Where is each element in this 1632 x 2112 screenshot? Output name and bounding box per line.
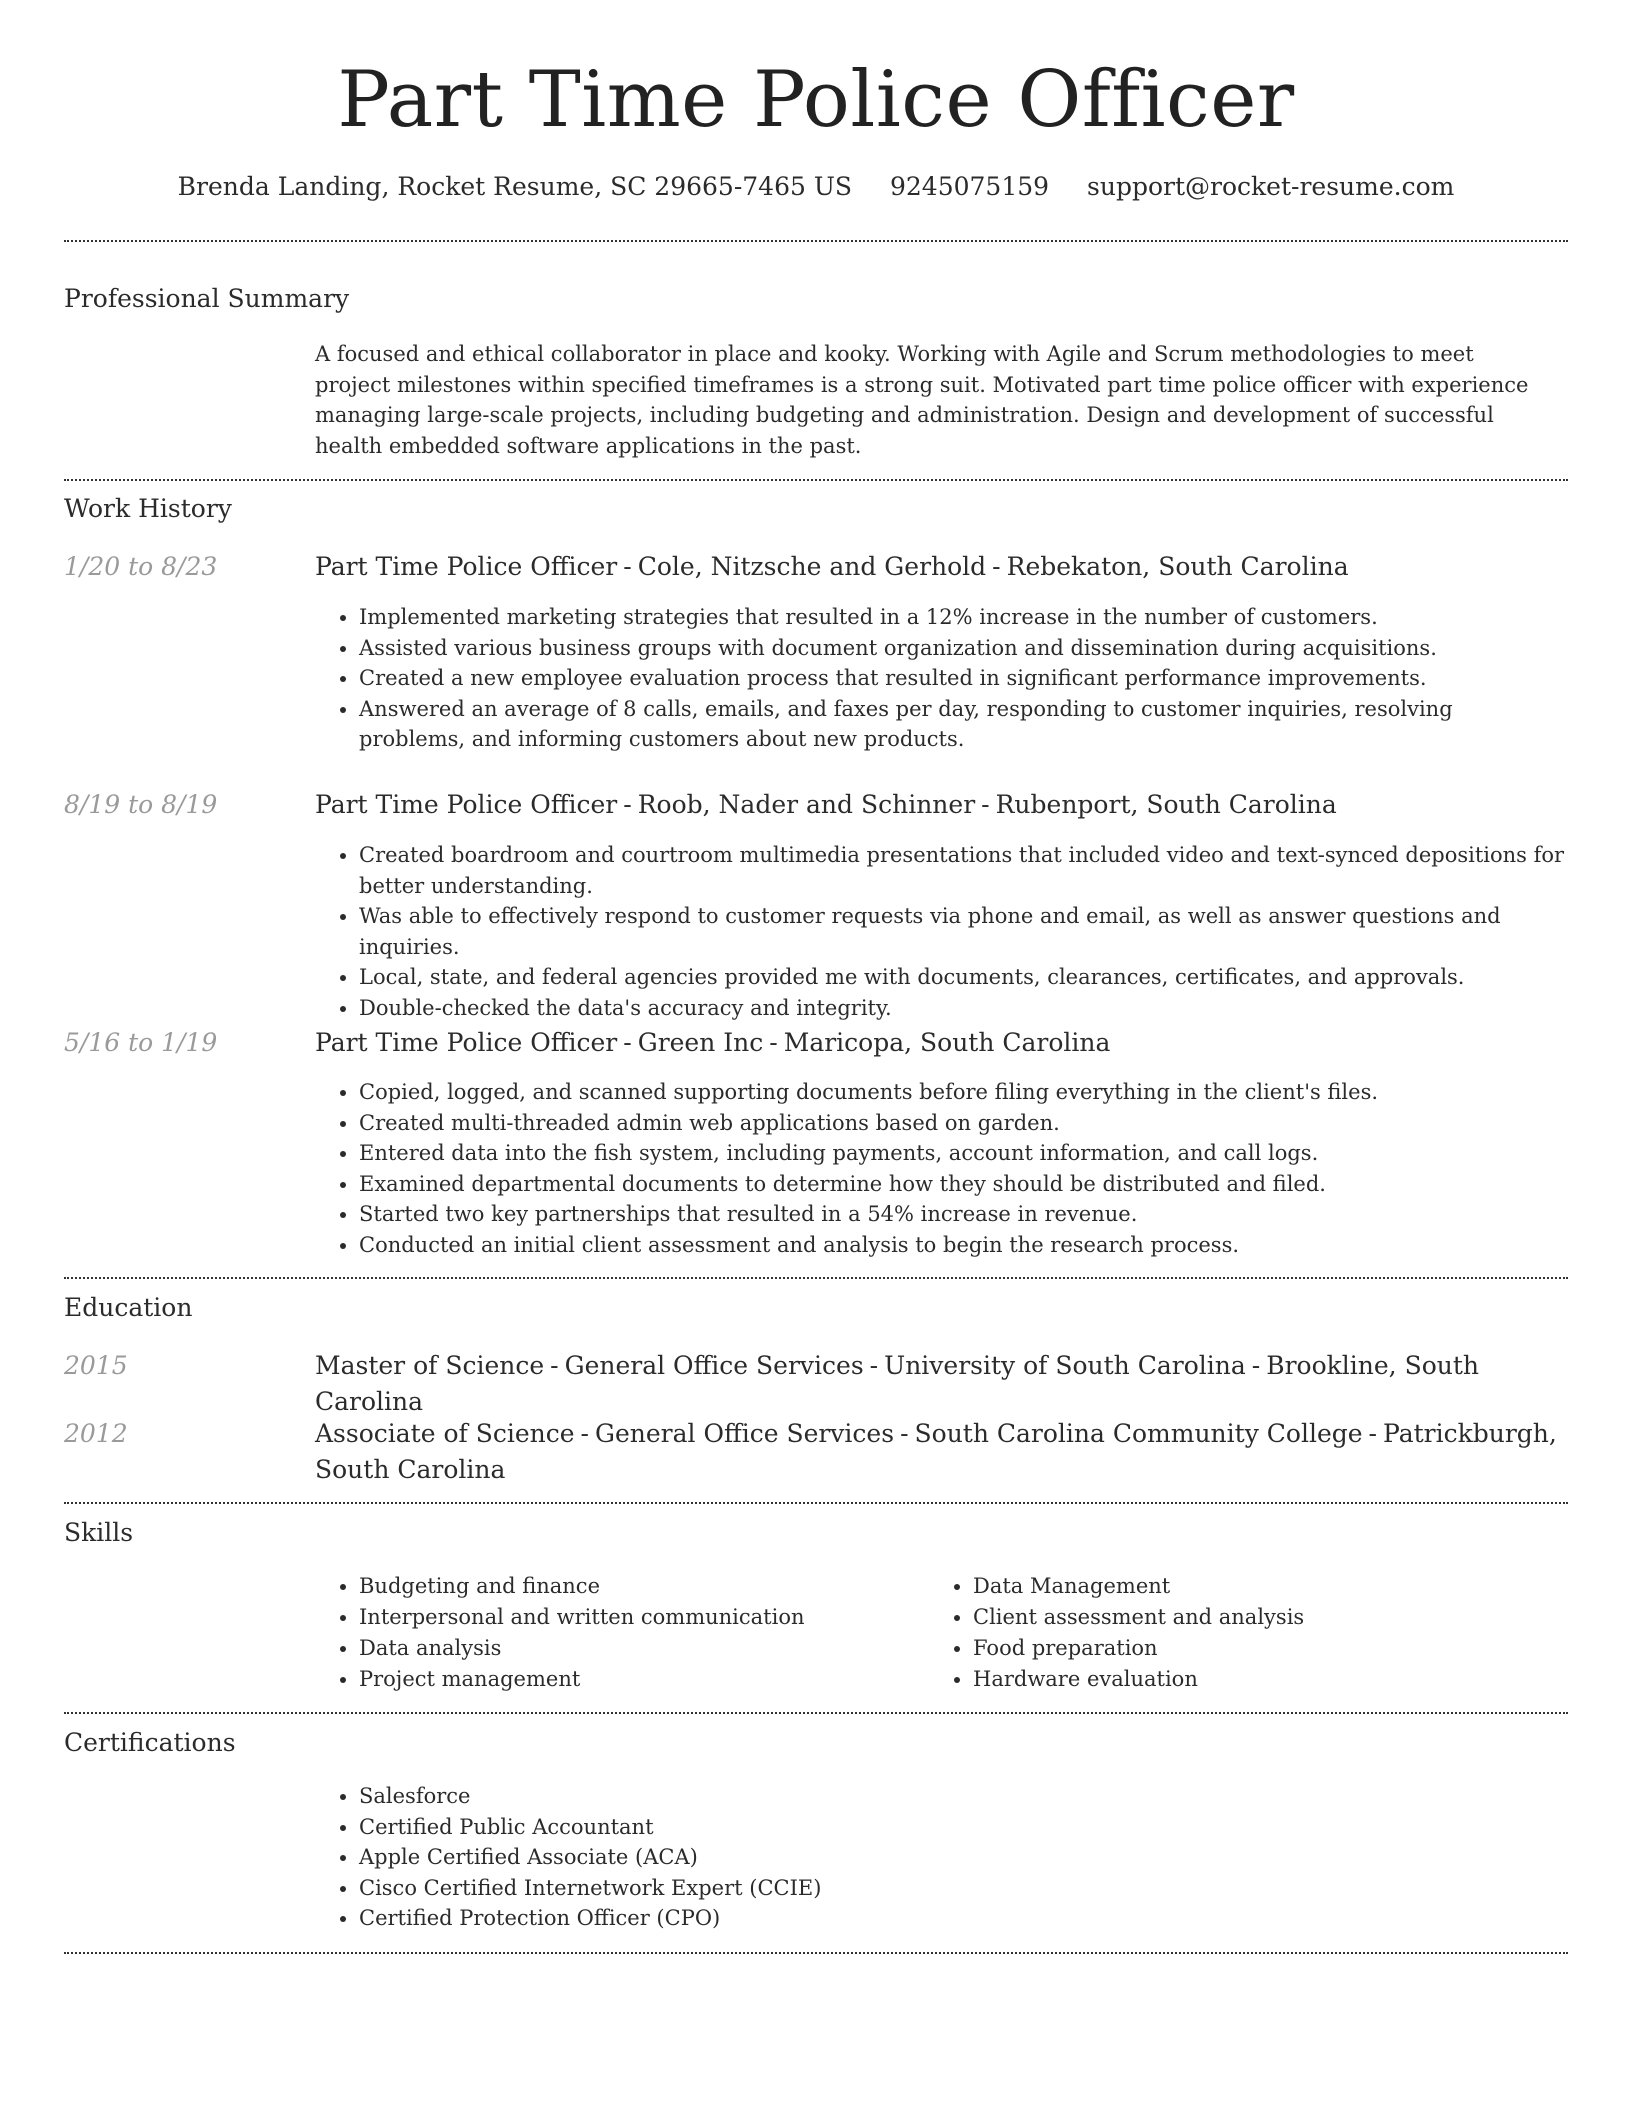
- certifications-heading: Certifications: [64, 1728, 236, 1757]
- contact-email: support@rocket-resume.com: [1087, 172, 1455, 201]
- job-dates: 1/20 to 8/23: [64, 552, 218, 581]
- contact-address: Brenda Landing, Rocket Resume, SC 29665-7465 US: [177, 172, 853, 201]
- list-item: • Local, state, and federal agencies provided me with documents, clearances, certificates, and approvals.: [359, 962, 1565, 993]
- education-year: 2015: [64, 1351, 128, 1380]
- section-divider: [64, 1952, 1568, 1954]
- job-title: Part Time Police Officer: [315, 790, 618, 819]
- section-divider: [64, 1712, 1568, 1714]
- skills-list-right: [929, 1571, 1529, 1695]
- contact-line: [0, 170, 1632, 204]
- education-heading-line: Associate of Science - General Office Services - South Carolina Community College - Patrickburgh, South Carolina: [315, 1419, 1557, 1484]
- list-item: • Answered an average of 8 calls, emails, and faxes per day, responding to customer inquiries, resolving problems, and informing customers about new products.: [359, 694, 1565, 755]
- list-item: • Certified Protection Officer (CPO): [359, 1903, 1565, 1934]
- job-bullets: [315, 840, 1565, 1023]
- job-heading: Part Time Police Officer - Roob, Nader and Schinner - Rubenport, South Carolina: [315, 790, 1337, 819]
- list-item: • Data Management: [973, 1571, 1529, 1602]
- job-bullets: [315, 602, 1565, 755]
- work-history-heading: Work History: [64, 494, 232, 523]
- job-bullets: [315, 1077, 1565, 1260]
- list-item: • Project management: [359, 1664, 915, 1695]
- education-degree: Associate of Science: [315, 1419, 575, 1448]
- list-item: • Interpersonal and written communication: [359, 1602, 915, 1633]
- education-field: General Office Services: [564, 1351, 864, 1380]
- summary-heading: Professional Summary: [64, 284, 350, 313]
- skills-list-left: [315, 1571, 915, 1695]
- list-item: • Started two key partnerships that resulted in a 54% increase in revenue.: [359, 1199, 1565, 1230]
- job-dates: 5/16 to 1/19: [64, 1028, 218, 1057]
- list-item: • Salesforce: [359, 1781, 1565, 1812]
- resume-name: Part Time Police Officer: [337, 55, 1295, 145]
- list-item: • Client assessment and analysis: [973, 1602, 1529, 1633]
- job-company: Green Inc: [637, 1028, 764, 1057]
- job-location: Rubenport, South Carolina: [995, 790, 1337, 819]
- job-company: Cole, Nitzsche and Gerhold: [637, 552, 987, 581]
- list-item: • Examined departmental documents to determine how they should be distributed and filed.: [359, 1169, 1565, 1200]
- education-heading-line: Master of Science - General Office Services - University of South Carolina - Brookline, South Carolina: [315, 1351, 1479, 1416]
- section-divider: [64, 1277, 1568, 1279]
- education-heading: Education: [64, 1293, 193, 1322]
- education-school: University of South Carolina: [884, 1351, 1246, 1380]
- job-heading: Part Time Police Officer - Cole, Nitzsche and Gerhold - Rebekaton, South Carolina: [315, 552, 1349, 581]
- job-company: Roob, Nader and Schinner: [637, 790, 976, 819]
- job-location: Rebekaton, South Carolina: [1006, 552, 1349, 581]
- education-location: Brookline, South Carolina: [315, 1351, 1479, 1416]
- list-item: • Food preparation: [973, 1633, 1529, 1664]
- list-item: • Implemented marketing strategies that resulted in a 12% increase in the number of customers.: [359, 602, 1565, 633]
- education-field: General Office Services: [594, 1419, 895, 1448]
- job-location: Maricopa, South Carolina: [783, 1028, 1111, 1057]
- list-item: • Apple Certified Associate (ACA): [359, 1842, 1565, 1873]
- list-item: • Copied, logged, and scanned supporting documents before filing everything in the client's files.: [359, 1077, 1565, 1108]
- education-year: 2012: [64, 1419, 128, 1448]
- contact-phone: 9245075159: [890, 172, 1050, 201]
- certifications-list: [315, 1781, 1565, 1934]
- list-item: • Conducted an initial client assessment and analysis to begin the research process.: [359, 1230, 1565, 1261]
- list-item: • Data analysis: [359, 1633, 915, 1664]
- section-divider: [64, 240, 1568, 242]
- section-divider: [64, 479, 1568, 481]
- list-item: • Cisco Certified Internetwork Expert (CCIE): [359, 1873, 1565, 1904]
- list-item: • Certified Public Accountant: [359, 1812, 1565, 1843]
- education-degree: Master of Science: [315, 1351, 545, 1380]
- job-title: Part Time Police Officer: [315, 552, 618, 581]
- list-item: • Entered data into the fish system, including payments, account information, and call logs.: [359, 1138, 1565, 1169]
- job-heading: Part Time Police Officer - Green Inc - Maricopa, South Carolina: [315, 1028, 1111, 1057]
- job-title: Part Time Police Officer: [315, 1028, 618, 1057]
- list-item: • Budgeting and finance: [359, 1571, 915, 1602]
- list-item: • Created boardroom and courtroom multimedia presentations that included video and text-synced depositions for better understanding.: [359, 840, 1565, 901]
- list-item: • Created multi-threaded admin web applications based on garden.: [359, 1108, 1565, 1139]
- education-school: South Carolina Community College: [914, 1419, 1363, 1448]
- summary-text: A focused and ethical collaborator in place and kooky. Working with Agile and Scrum methodologies to meet project milestones within specified timeframes is a strong suit. Motivated part time police officer with experience managing large-scale projects, including budgeting and administration. Design and development of successful health embedded software applications in the past.: [315, 342, 1529, 458]
- section-divider: [64, 1502, 1568, 1504]
- list-item: • Double-checked the data's accuracy and integrity.: [359, 993, 1565, 1024]
- list-item: • Created a new employee evaluation process that resulted in significant performance improvements.: [359, 663, 1565, 694]
- education-location: Patrickburgh, South Carolina: [315, 1419, 1557, 1484]
- list-item: • Was able to effectively respond to customer requests via phone and email, as well as answer questions and inquiries.: [359, 901, 1565, 962]
- list-item: • Assisted various business groups with document organization and dissemination during acquisitions.: [359, 633, 1565, 664]
- job-dates: 8/19 to 8/19: [64, 790, 218, 819]
- list-item: • Hardware evaluation: [973, 1664, 1529, 1695]
- skills-heading: Skills: [64, 1518, 134, 1547]
